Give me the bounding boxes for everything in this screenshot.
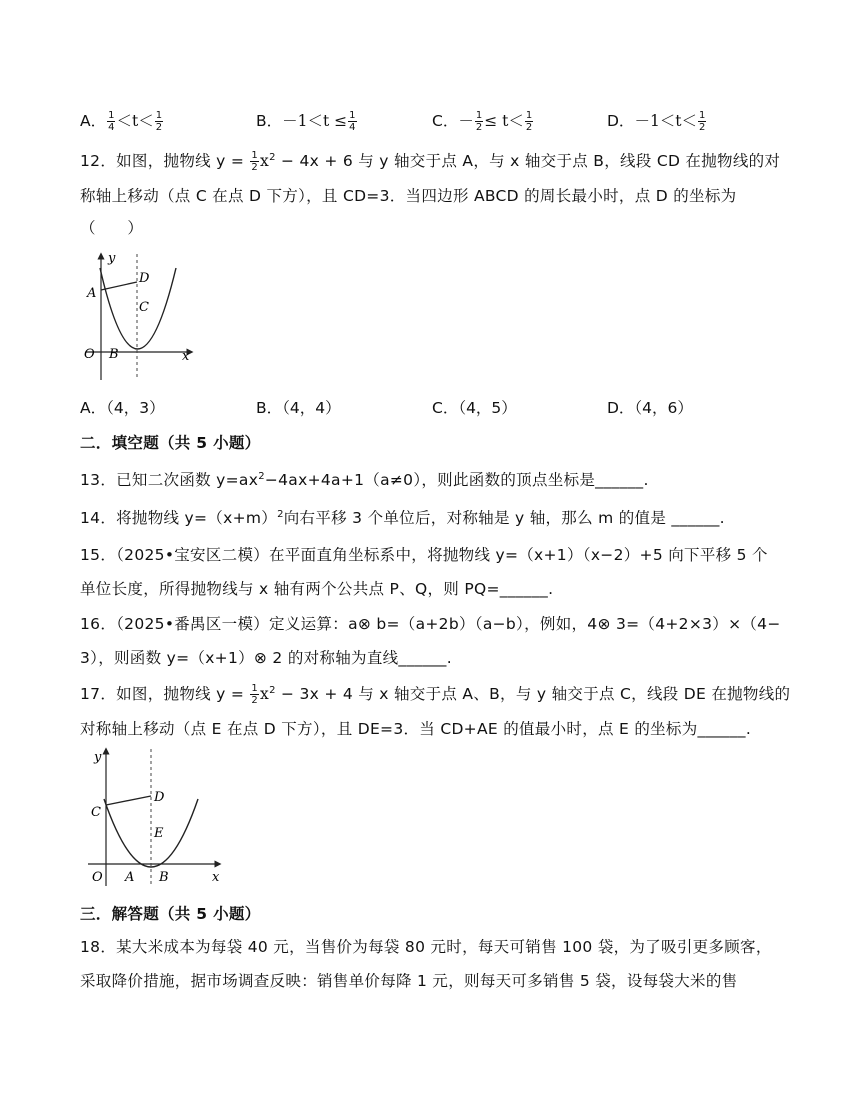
fraction xyxy=(250,683,259,706)
q15-line-2: 单位长度，所得抛物线与 x 轴有两个公共点 P、Q，则 PQ=______. xyxy=(80,580,554,598)
label-y: y xyxy=(108,251,116,266)
option-label: B． xyxy=(256,112,283,130)
q16-line-1: 16．（2025•番禺区一模）定义运算：a⊗ b=（a+2b）（a−b），例如，4⊗ 3=（4+2×3）×（4− xyxy=(80,615,781,633)
label-y: y xyxy=(94,750,102,765)
label-d: D xyxy=(154,790,165,805)
q12-option-b: B．（4，4） xyxy=(256,399,341,417)
inequality-text: ＜t＜ xyxy=(116,112,154,130)
exponent: 2 xyxy=(277,508,284,520)
label-e: E xyxy=(154,826,164,841)
fraction xyxy=(155,110,163,133)
text-run: − 3x + 4 与 x 轴交于点 A、B，与 y 轴交于点 C，线段 DE 在抛物线的 xyxy=(275,685,791,703)
q12-option-a: A．（4，3） xyxy=(80,399,165,417)
exponent: 2 xyxy=(269,151,276,163)
text-run: 12．如图，抛物线 y = xyxy=(80,152,250,170)
label-c: C xyxy=(91,805,101,820)
fraction-denominator: 2 xyxy=(525,122,533,133)
fraction-denominator: 4 xyxy=(349,122,356,133)
label-x: x xyxy=(182,349,190,364)
q12-parabola-figure xyxy=(80,248,200,383)
fraction-denominator: 2 xyxy=(251,695,259,706)
q12-option-c: C．（4，5） xyxy=(432,399,517,417)
fraction-numerator: 1 xyxy=(475,110,483,121)
fraction-numerator: 1 xyxy=(525,110,533,121)
q14 xyxy=(80,508,725,528)
inequality-text: －1＜t ≤ xyxy=(282,112,348,130)
option-label: D． xyxy=(607,112,635,130)
label-d: D xyxy=(139,271,150,286)
segment-cd xyxy=(106,796,151,805)
q18-line-2: 采取降价措施，据市场调查反映：销售单价每降 1 元，则每天可多销售 5 袋，设每袋大米的售 xyxy=(80,972,738,990)
label-a: A xyxy=(125,870,135,885)
exponent: 2 xyxy=(258,470,265,482)
inequality-text: －1＜t＜ xyxy=(634,112,698,130)
label-b: B xyxy=(159,870,169,885)
fraction-numerator: 1 xyxy=(108,110,115,121)
section-2-title: 二．填空题（共 5 小题） xyxy=(80,434,261,452)
q12-line-2: 称轴上移动（点 C 在点 D 下方），且 CD=3．当四边形 ABCD 的周长最小时，点 D 的坐标为 xyxy=(80,187,737,205)
fraction-denominator: 2 xyxy=(699,122,706,133)
fraction xyxy=(348,110,356,133)
fraction-numerator: 1 xyxy=(699,110,706,121)
q13 xyxy=(80,470,649,490)
q17-parabola-figure xyxy=(84,745,226,890)
fraction-numerator: 1 xyxy=(251,683,259,694)
q11-option-d xyxy=(607,110,707,133)
section-3-title: 三．解答题（共 5 小题） xyxy=(80,905,261,923)
q11-option-c xyxy=(432,110,534,133)
text-run: 14．将抛物线 y=（x+m） xyxy=(80,509,278,527)
q17-line-2: 对称轴上移动（点 E 在点 D 下方），且 DE=3．当 CD+AE 的值最小时，点 E 的坐标为______. xyxy=(80,720,752,738)
variable: x xyxy=(260,152,270,170)
fraction xyxy=(525,110,533,133)
q11-option-b xyxy=(256,110,358,133)
fraction xyxy=(250,150,259,173)
parabola-curve xyxy=(100,268,176,349)
minus-sign: － xyxy=(458,112,474,130)
option-label: A． xyxy=(80,112,107,130)
variable: x xyxy=(260,685,270,703)
label-o: O xyxy=(84,347,95,362)
q11-option-a xyxy=(80,110,164,133)
option-label: C． xyxy=(432,112,459,130)
text-run: − 4x + 6 与 y 轴交于点 A，与 x 轴交于点 B，线段 CD 在抛物线的对 xyxy=(275,152,781,170)
label-x: x xyxy=(212,870,220,885)
fraction xyxy=(698,110,706,133)
fraction-denominator: 2 xyxy=(155,122,163,133)
label-b: B xyxy=(109,347,119,362)
fraction-numerator: 1 xyxy=(349,110,356,121)
text-run: 向右平移 3 个单位后，对称轴是 y 轴，那么 m 的值是 ______. xyxy=(283,509,725,527)
q18-line-1: 18．某大米成本为每袋 40 元，当售价为每袋 80 元时，每天可销售 100 袋，为了吸引更多顾客， xyxy=(80,938,772,956)
text-run: 13．已知二次函数 y=ax xyxy=(80,471,259,489)
q15-line-1: 15．（2025•宝安区二模）在平面直角坐标系中，将抛物线 y=（x+1）（x−2）+5 向下平移 5 个 xyxy=(80,546,768,564)
fraction-denominator: 2 xyxy=(251,162,259,173)
q12-option-d: D．（4，6） xyxy=(607,399,693,417)
text-run: 17．如图，抛物线 y = xyxy=(80,685,250,703)
label-c: C xyxy=(139,300,149,315)
fraction-denominator: 2 xyxy=(475,122,483,133)
inequality-text: ≤ t＜ xyxy=(484,112,524,130)
fraction-numerator: 1 xyxy=(155,110,163,121)
fraction xyxy=(107,110,115,133)
q12-line-1 xyxy=(80,150,780,173)
q12-line-3: （ ） xyxy=(80,219,144,237)
label-o: O xyxy=(92,870,103,885)
exponent: 2 xyxy=(269,684,276,696)
text-run: −4ax+4a+1（a≠0），则此函数的顶点坐标是______. xyxy=(264,471,649,489)
segment-ad xyxy=(101,282,137,290)
fraction-numerator: 1 xyxy=(251,150,259,161)
q17-line-1 xyxy=(80,683,790,706)
label-a: A xyxy=(87,286,97,301)
q16-line-2: 3），则函数 y=（x+1）⊗ 2 的对称轴为直线______. xyxy=(80,649,452,667)
fraction xyxy=(475,110,483,133)
fraction-denominator: 4 xyxy=(108,122,115,133)
